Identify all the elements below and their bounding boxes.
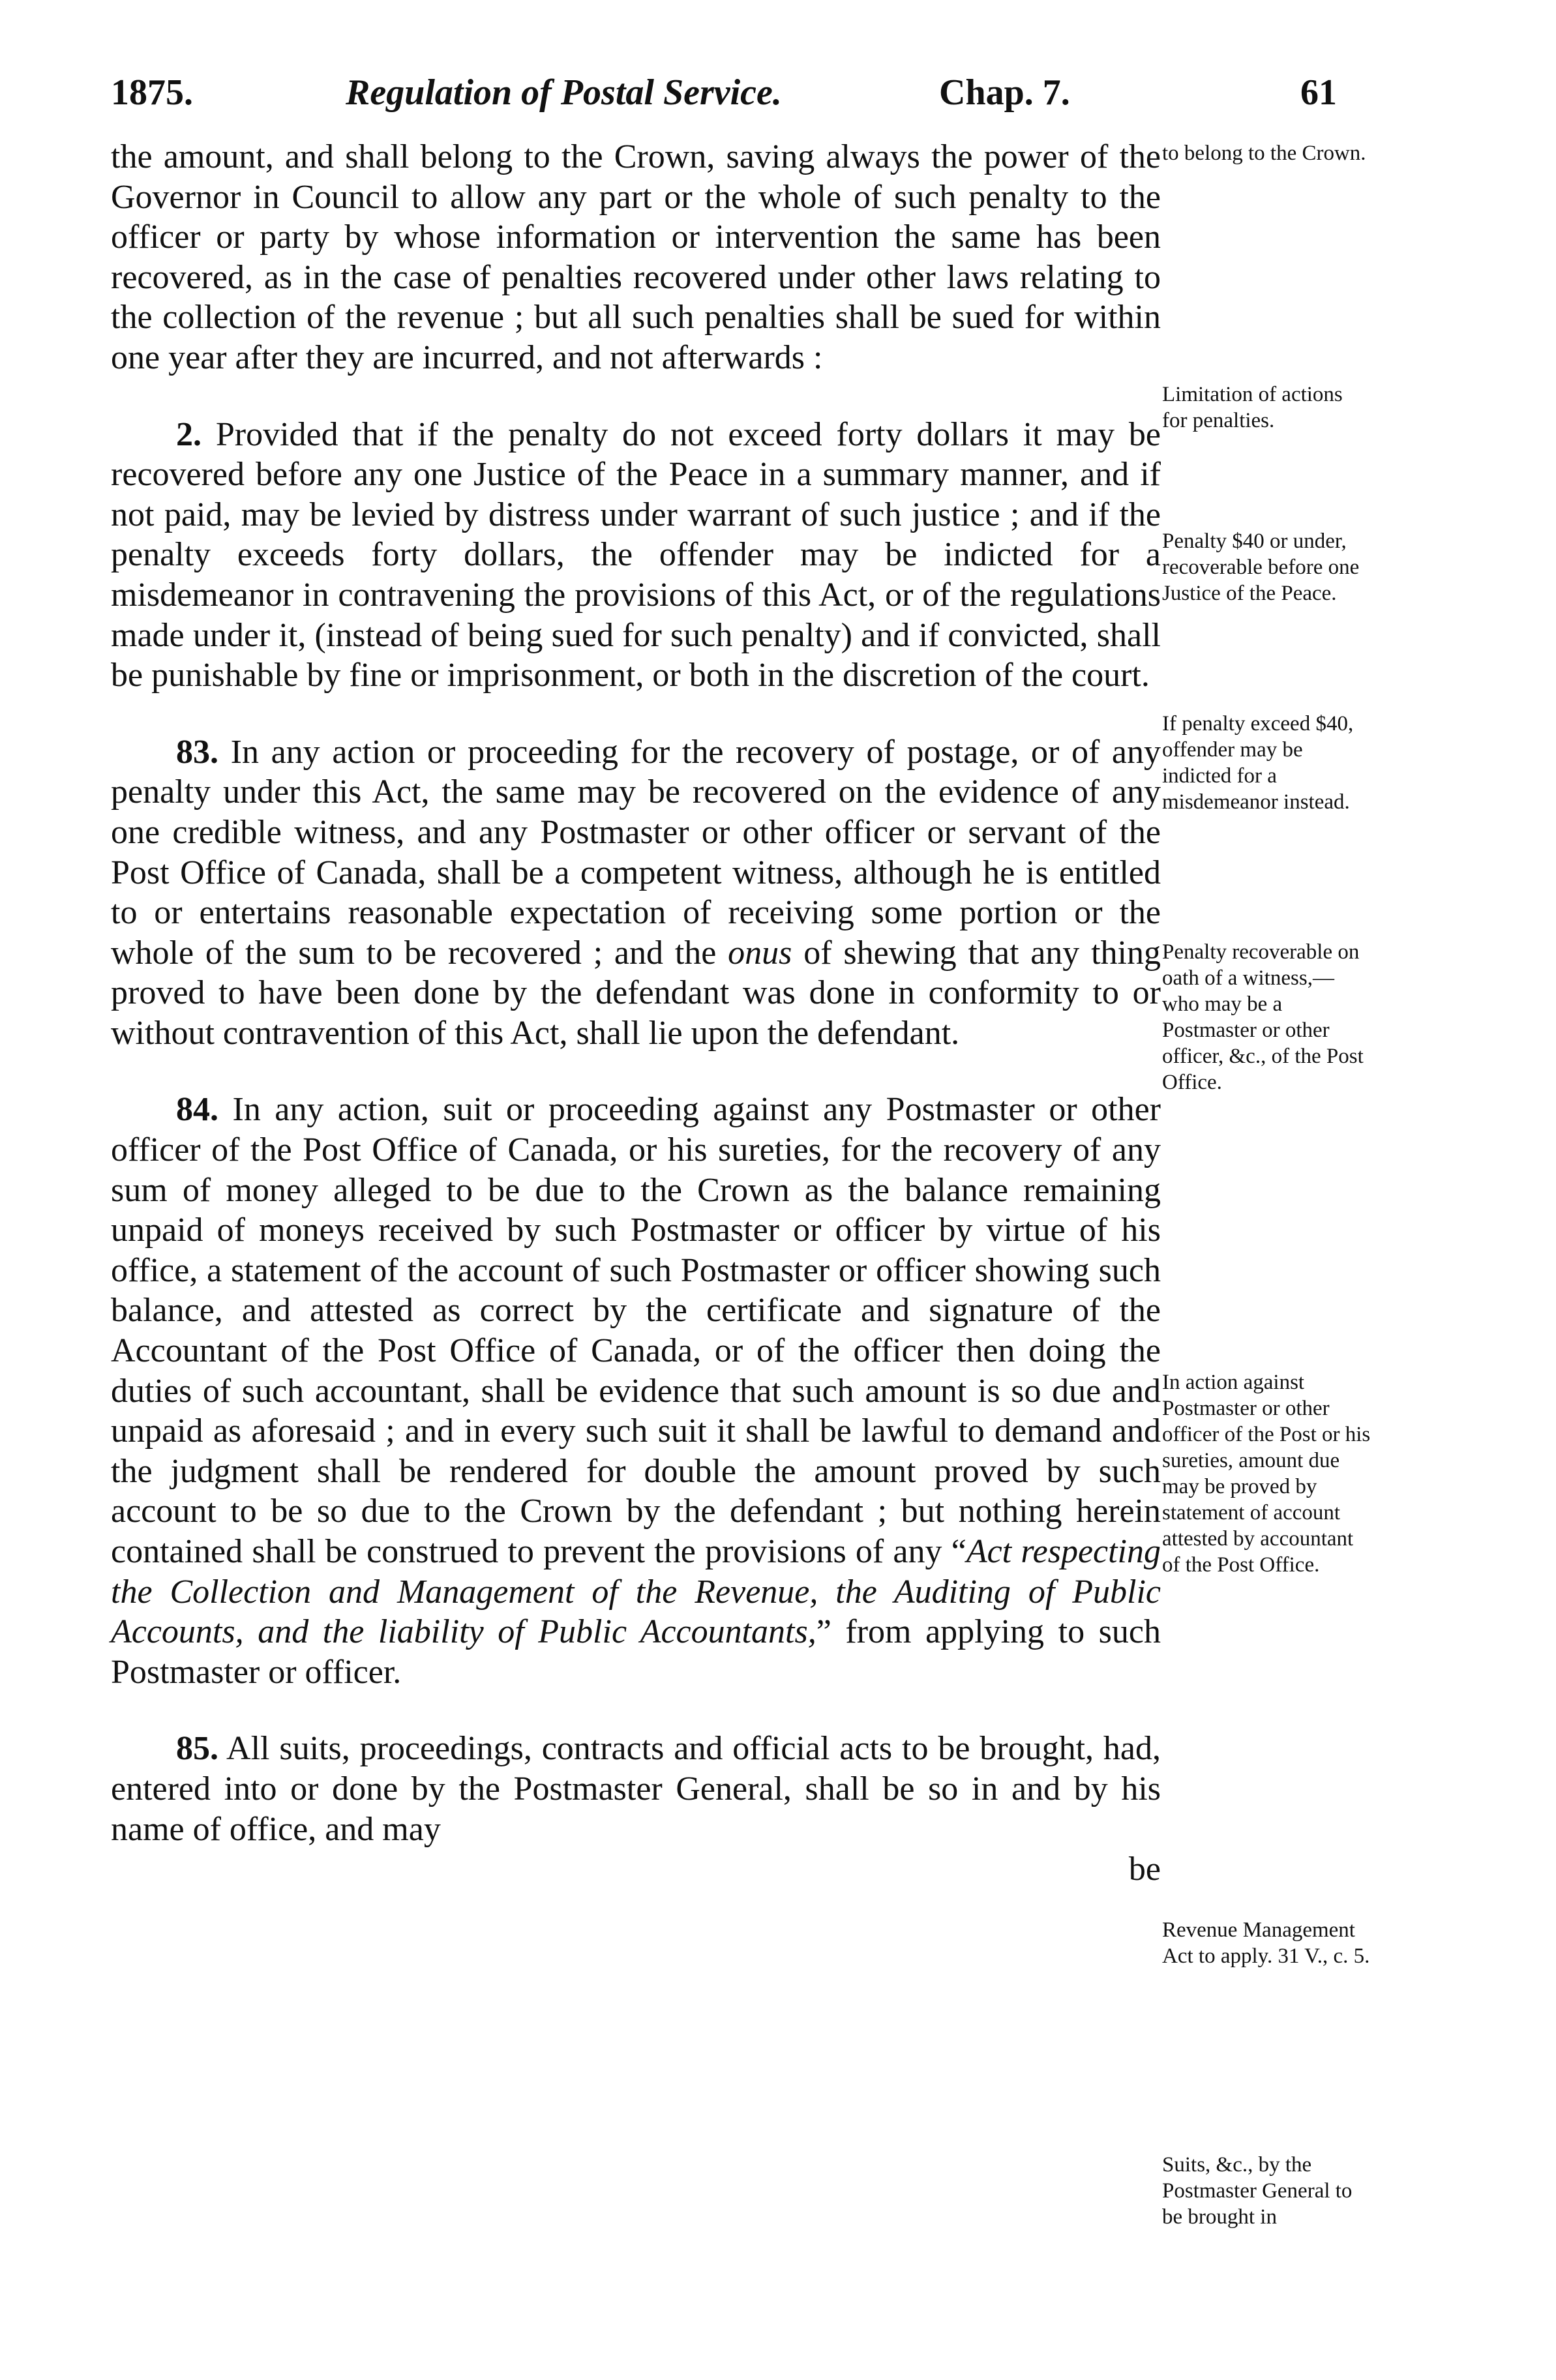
subsection-2-text: Provided that if the penalty do not exceed forty dollars it may be recovered before any one Justice of the Peace in a summary manner, and if not paid, may be levied by distress under warrant of such justice ; and if the penalty exceeds forty dollars, the offender may be indicted for a misdemeanor in contravening the provisions of this Act, or of the regulations made under it, (instead of being sued for such penalty) and if convicted, shall be punishable by fine or imprisonment, or both in the discretion of the court. <box>111 415 1161 694</box>
margin-note: If penalty exceed $40, offender may be indicted for a misdemeanor instead. <box>1162 712 1354 814</box>
section-84 <box>111 1090 1161 1692</box>
section-number: 84. <box>176 1091 218 1129</box>
section-83-onus: onus <box>728 934 792 972</box>
section-83 <box>111 732 1161 1054</box>
section-number: 85. <box>176 1730 218 1768</box>
section-84-text-b: ” from applying to such Postmaster or officer. <box>111 1613 1161 1691</box>
section-84-text-a: In any action, suit or proceeding against any Postmaster or other officer of the Post Office of Canada, or his sureties, for the recovery of any sum of money alleged to be due to the Crown as the balance remaining unpaid of moneys received by such Postmaster or officer by virtue of his office, a statement of the account of such Postmaster or officer showing such balance, and attested as correct by the certificate and signature of the Accountant of the Post Office of Canada, or of the officer then doing the duties of such accountant, shall be evidence that such amount is so due and unpaid as aforesaid ; and in every such suit it shall be lawful to demand and the judgment shall be rendered for double the amount proved by such account to be so due to the Crown by the defendant ; but nothing herein contained shall be construed to prevent the provisions of any “ <box>111 1091 1161 1570</box>
margin-note: In action against Postmaster or other officer of the Post or his sureties, amount due may be proved by statement of account attested by accountant of the Post Office. <box>1162 1371 1371 1577</box>
header-chapter: Chap. 7. <box>939 72 1070 113</box>
section-83-text-a: In any action or proceeding for the recovery of postage, or of any penalty under this Act, the same may be recovered on the evidence of any one credible witness, and any Postmaster or other officer or servant of the Post Office of Canada, shall be a competent witness, although he is entitled to or entertains reasonable expectation of receiving some portion or the whole of the sum to be recovered ; and the <box>111 733 1161 972</box>
body-text <box>111 137 1161 1890</box>
subsection-2 <box>111 415 1161 696</box>
section-85 <box>111 1729 1161 1849</box>
section-83-text-b: of shewing that any thing proved to have been done by the defendant was done in conformity to or without contravention of this Act, shall lie upon the defendant. <box>111 934 1161 1052</box>
section-85-text: All suits, proceedings, contracts and official acts to be brought, had, entered into or done by the Postmaster General, shall be so in and by his name of office, and may <box>111 1730 1161 1848</box>
margin-note: Penalty $40 or under, recoverable before one Justice of the Peace. <box>1162 529 1360 605</box>
header-year: 1875. <box>111 72 193 113</box>
section-84-act-title: Act respecting the Collection and Management of the Revenue, the Auditing of Public Accounts, and the liability of Public Accountants, <box>111 1533 1161 1651</box>
running-header <box>111 72 1337 124</box>
catchword: be <box>1128 1851 1161 1888</box>
margin-note: Suits, &c., by the Postmaster General to be brought in <box>1162 2153 1353 2229</box>
subsection-number: 2. <box>176 415 202 453</box>
margin-note: Revenue Management Act to apply. 31 V., c. 5. <box>1162 1918 1370 1968</box>
margin-note: to belong to the Crown. <box>1162 141 1366 165</box>
margin-note: Limitation of actions for penalties. <box>1162 383 1343 432</box>
header-title: Regulation of Postal Service. <box>346 72 782 113</box>
margin-note: Penalty recoverable on oath of a witness,—who may be a Postmaster or other officer, &c., of the Post Office. <box>1162 940 1364 1094</box>
section-number: 83. <box>176 733 218 771</box>
paragraph-continuation: the amount, and shall belong to the Crown, saving always the power of the Governor in Council to allow any part or the whole of such penalty to the officer or party by whose information or intervention the same has been recovered, as in the case of penalties recovered under other laws relating to the collection of the revenue ; but all such penalties shall be sued for within one year after they are incurred, and not afterwards : <box>111 138 1161 376</box>
page-number: 61 <box>1300 72 1337 113</box>
